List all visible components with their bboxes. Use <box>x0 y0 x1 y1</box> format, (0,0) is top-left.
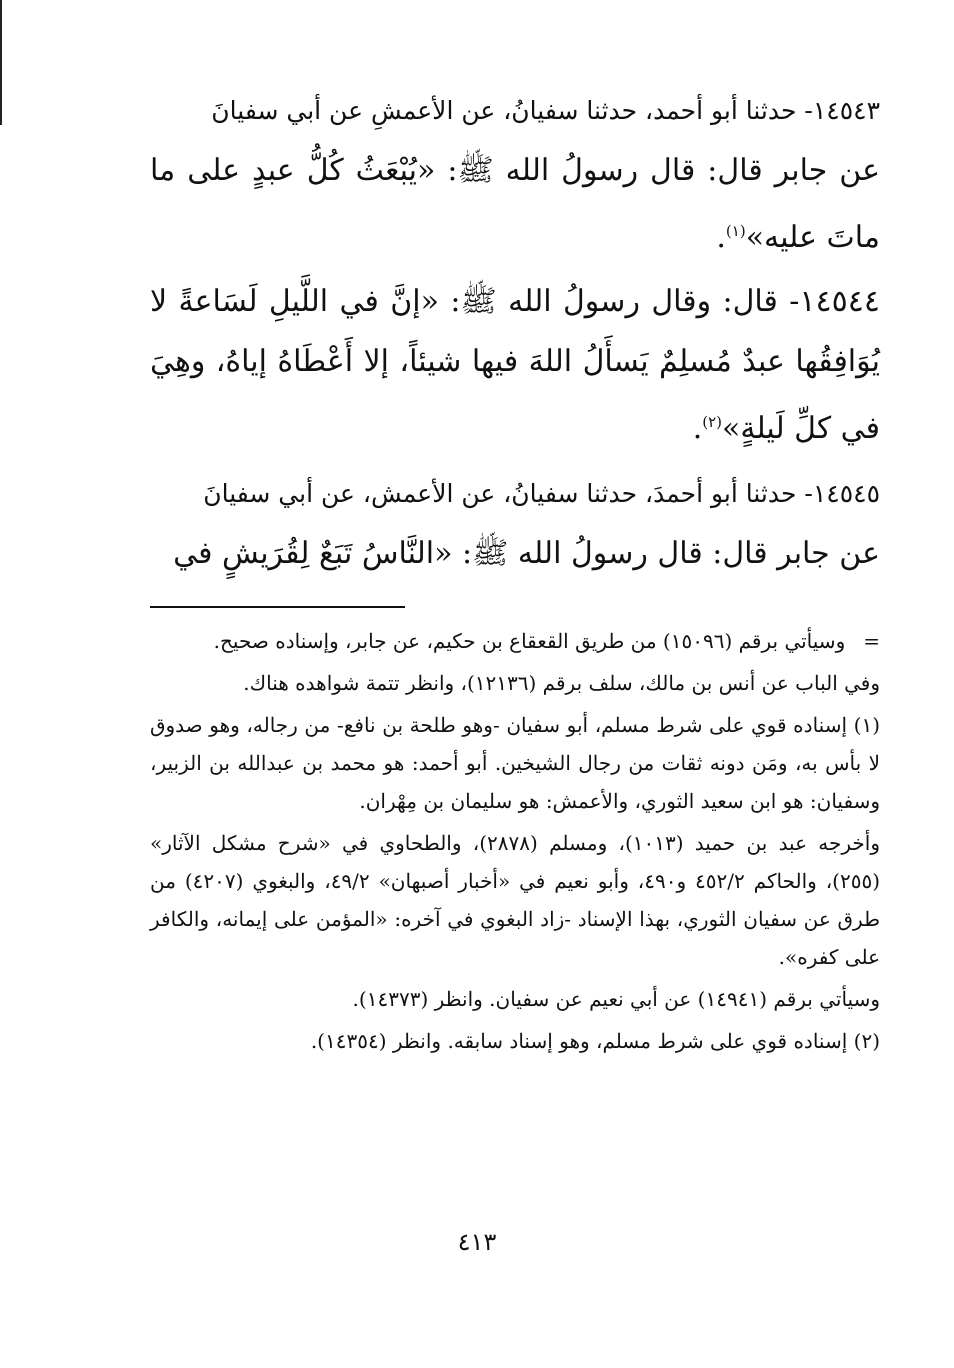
footnote-continuation-2: وفي الباب عن أنس بن مالك، سلف برقم (١٢١٣٦)، وانظر تتمة شواهده هناك. <box>243 671 880 695</box>
footnotes <box>150 622 880 1060</box>
hadith-14545-line2: عن جابر قال: قال رسولُ الله ﷺ: «النَّاسُ تَبَعٌ لِقُرَيشٍ في <box>173 536 880 571</box>
hadith-14543-line2: عن جابر قال: قال رسولُ الله ﷺ: «يُبْعَثُ كُلُّ عبدٍ على ما ماتَ عليه» <box>150 153 880 255</box>
hadith-14545 <box>150 463 880 584</box>
footnote-ref-2[interactable]: (٢) <box>702 413 723 431</box>
footnote-2: (٢) إسناده قوي على شرط مسلم، وهو إسناد سابقه. وانظر (١٤٣٥٤). <box>310 1029 880 1053</box>
page-content <box>150 80 880 1064</box>
page-number: ٤١٣ <box>457 1228 497 1256</box>
hadith-14545-line1: ١٤٥٤٥- حدثنا أبو أحمدَ، حدثنا سفيانُ، عن الأعمش، عن أبي سفيانَ <box>203 479 880 508</box>
main-text <box>150 80 880 584</box>
hadith-14543-line1: ١٤٥٤٣- حدثنا أبو أحمد، حدثنا سفيانُ، عن الأعمشِ عن أبي سفيانَ <box>211 96 880 125</box>
footnote-continuation <box>150 622 880 660</box>
hadith-14544-text: ١٤٥٤٤- قال: وقال رسولُ الله ﷺ: «إنَّ في اللَّيلِ لَسَاعةً لا يُوَافِقُها عبدٌ مُسلِمٌ يَسأَلُ اللهَ فيها شيئاً، إلا أَعْطَاهُ إياهُ، وهِيَ في كلِّ لَيلةٍ» <box>150 284 880 446</box>
footnote-1-see-also: وسيأتي برقم (١٤٩٤١) عن أبي نعيم عن سفيان. وانظر (١٤٣٧٣). <box>352 987 880 1011</box>
continuation-mark: = <box>863 629 880 653</box>
footnote-1: (١) إسناده قوي على شرط مسلم، أبو سفيان -وهو طلحة بن نافع- من رجاله، وهو صدوق لا بأس به، ومَن دونه ثقات من رجال الشيخين. أبو أحمد: هو محمد بن عبدالله بن الزبير، وسفيان: هو ابن سعيد الثوري، والأعمش: هو سليمان بن مِهْران. <box>150 713 880 813</box>
hadith-14543: ١٤٥٤٣- حدثنا أبو أحمد، حدثنا سفيانُ، عن الأعمشِ عن أبي سفيانَ عن جابر قال: قال رسولُ الله ﷺ: «يُبْعَثُ كُلُّ عبدٍ على ما ماتَ عليه»$^{(١)}$. <box>150 96 880 255</box>
footnote-ref-1[interactable]: (١) <box>725 222 746 240</box>
footnote-1-takhrij: وأخرجه عبد بن حميد (١٠١٣)، ومسلم (٢٨٧٨)، والطحاوي في «شرح مشكل الآثار» (٢٥٥)، والحاكم ٤٥٢/٢ و٤٩٠، وأبو نعيم في «أخبار أصبهان» ٤٩/٢، والبغوي (٤٢٠٧) من طرق عن سفيان الثوري، بهذا الإسناد -زاد البغوي في آخره: «المؤمن على إيمانه، والكافر على كفره». <box>150 831 881 969</box>
footnote-separator <box>150 606 405 608</box>
hadith-14544: ١٤٥٤٤- قال: وقال رسولُ الله ﷺ: «إنَّ في اللَّيلِ لَسَاعةً لا يُوَافِقُها عبدٌ مُسلِمٌ يَسأَلُ اللهَ فيها شيئاً، إلا أَعْطَاهُ إياهُ، وهِيَ في كلِّ لَيلةٍ»$^{(٢)}$. <box>150 284 880 446</box>
footnote-continuation-text: وسيأتي برقم (١٥٠٩٦) من طريق القعقاع بن حكيم، عن جابر، وإسناده صحيح. <box>213 629 846 653</box>
page-edge-line <box>0 0 2 125</box>
